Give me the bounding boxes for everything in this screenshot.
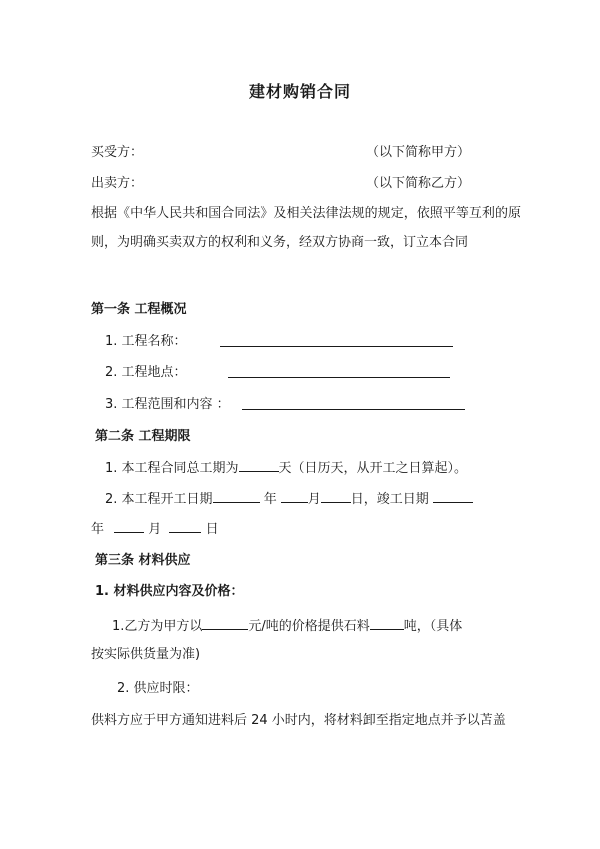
- article3-heading: 第三条 材料供应: [95, 553, 191, 568]
- document-title: 建材购销合同: [248, 82, 351, 101]
- preamble-paragraph: 根据《中华人民共和国合同法》及相关法律法规的规定，依照平等互利的原则，为明确买卖双方的权利和义务，经双方协商一致，订立本合同: [91, 206, 521, 250]
- article1-heading: 第一条 工程概况: [91, 302, 187, 317]
- supply-price-line: [112, 617, 462, 636]
- start-month-blank[interactable]: [281, 490, 308, 503]
- total-duration-line: [105, 459, 467, 478]
- tonnage-blank[interactable]: [370, 617, 404, 630]
- supply-price-text-c: 吨，（具体: [403, 619, 463, 634]
- supply-time-heading: 2. 供应时限：: [117, 681, 199, 696]
- project-location-label: 2. 工程地点：: [105, 365, 187, 380]
- start-date-text: 2. 本工程开工日期: [105, 492, 213, 507]
- end-day-blank[interactable]: [169, 520, 201, 533]
- start-date-line: [105, 490, 473, 509]
- end-month-label: 月: [148, 522, 162, 537]
- supply-time-paragraph: 供料方应于甲方通知进料后 24 小时内，将材料卸至指定地点并予以苫盖: [91, 713, 506, 728]
- start-day-blank[interactable]: [321, 490, 351, 503]
- total-duration-blank[interactable]: [239, 459, 279, 472]
- end-day-label: 日: [205, 522, 219, 537]
- supply-content-heading: 1. 材料供应内容及价格：: [95, 584, 244, 599]
- seller-note: （以下简称乙方）: [366, 176, 471, 191]
- supply-price-note: 按实际供货量为准): [91, 647, 201, 662]
- total-duration-text-a: 1. 本工程合同总工期为: [105, 461, 239, 476]
- buyer-label: 买受方：: [91, 145, 144, 160]
- end-year-label: 年: [91, 522, 105, 537]
- buyer-note: （以下简称甲方）: [366, 145, 471, 160]
- supply-price-text-b: 元/吨的价格提供石料: [248, 619, 370, 634]
- start-year-blank[interactable]: [213, 490, 260, 503]
- end-month-blank[interactable]: [114, 520, 144, 533]
- start-month-label: 月: [307, 492, 321, 507]
- start-year-label: 年: [263, 492, 277, 507]
- article2-heading: 第二条 工程期限: [95, 429, 191, 444]
- project-scope-blank[interactable]: [242, 409, 465, 410]
- unit-price-blank[interactable]: [202, 617, 248, 630]
- project-scope-label: 3. 工程范围和内容 ：: [105, 397, 230, 412]
- end-year-blank[interactable]: [433, 490, 473, 503]
- end-date-line: [91, 520, 219, 539]
- project-name-blank[interactable]: [220, 346, 453, 347]
- seller-label: 出卖方：: [91, 176, 144, 191]
- project-name-label: 1. 工程名称：: [105, 334, 187, 349]
- total-duration-text-b: 天（日历天，从开工之日算起）。: [278, 461, 468, 476]
- start-day-label: 日，竣工日期: [350, 492, 429, 507]
- project-location-blank[interactable]: [228, 377, 450, 378]
- supply-price-text-a: 1.乙方为甲方以: [112, 619, 203, 634]
